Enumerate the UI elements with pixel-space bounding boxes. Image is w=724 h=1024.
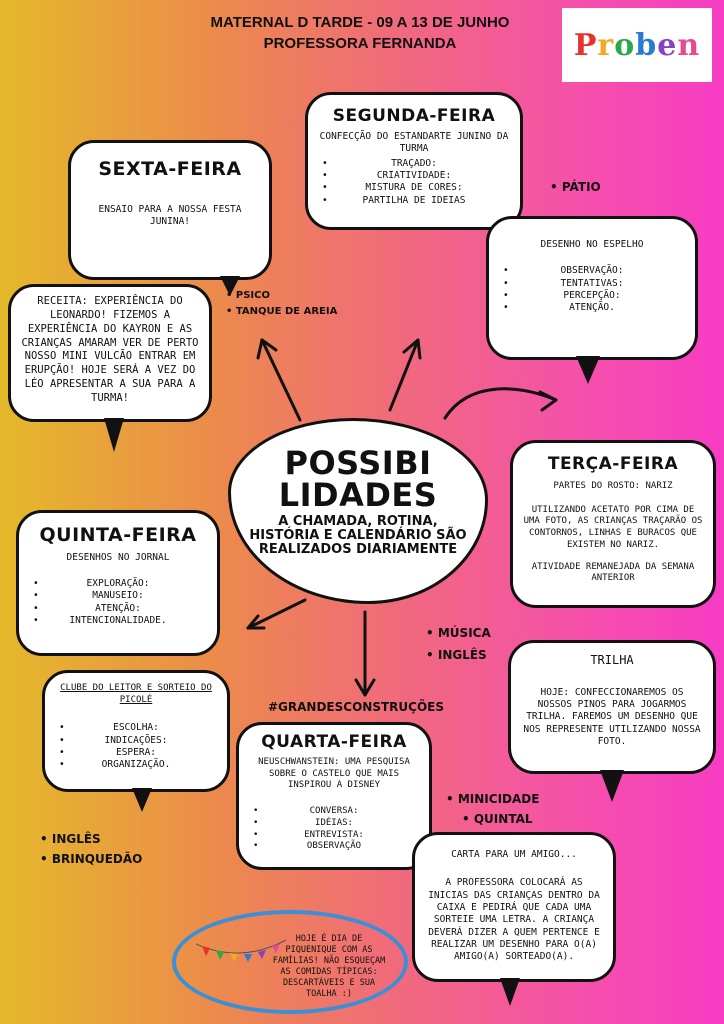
receita-tail	[104, 418, 124, 452]
espelho-tail	[576, 356, 600, 384]
list-item: • CONVERSA:	[249, 806, 419, 818]
list-item: • MANUSEIO:	[29, 590, 207, 602]
arrow-to-sexta	[262, 340, 300, 420]
header-line1: MATERNAL D TARDE - 09 A 13 DE JUNHO	[210, 14, 510, 31]
receita-text: RECEITA: EXPERIÊNCIA DO LEONARDO! FIZEMOS A EXPERIÊNCIA DO KAYRON E AS CRIANÇAS AMARAM VER DE PERTO NOSSO MINI VULCÃO ENTRAR EM ERUPÇÃO! HOJE SERÁ A VEZ DO LÉO APRESENTAR A SUA PARA A TURMA!	[21, 295, 199, 405]
list-item: • TENTATIVAS:	[499, 278, 685, 290]
receita-bubble	[8, 284, 212, 422]
espelho-bubble	[486, 216, 698, 360]
logo-letter: e	[657, 27, 678, 63]
piquenique-ellipse	[172, 910, 408, 1014]
center-title-2: LIDADES	[278, 476, 438, 514]
carta-title: CARTA PARA UM AMIGO...	[451, 849, 577, 860]
tag-ingles-1: • INGLÊS	[426, 648, 487, 662]
list-item: • ESCOLHA:	[55, 722, 217, 734]
segunda-title: SEGUNDA-FEIRA	[332, 106, 496, 126]
header-line2: PROFESSORA FERNANDA	[263, 35, 457, 52]
clube-title: CLUBE DO LEITOR E SORTEIO DO PICOLÉ	[60, 683, 212, 705]
list-item: • ATENÇÃO:	[29, 603, 207, 615]
sexta-text: ENSAIO PARA A NOSSA FESTA JUNINA!	[98, 203, 242, 228]
tag-patio: • PÁTIO	[550, 180, 601, 194]
tag-musica: • MÚSICA	[426, 626, 491, 640]
terca-text: UTILIZANDO ACETATO POR CIMA DE UMA FOTO, AS CRIANÇAS TRAÇARÃO OS CONTORNOS, LINHAS E BURACOS QUE EXISTEM NO NARIZ.	[523, 504, 703, 550]
clube-tail	[132, 788, 152, 812]
list-item: • ATENÇÃO.	[499, 302, 685, 314]
list-item: • CRIATIVIDADE:	[318, 170, 510, 182]
carta-tail	[500, 978, 520, 1006]
carta-bubble	[412, 832, 616, 982]
logo-letter: n	[677, 27, 701, 63]
logo-letter: o	[614, 27, 636, 63]
terca-bubble	[510, 440, 716, 608]
espelho-intro: DESENHO NO ESPELHO	[540, 239, 644, 250]
logo-letter: P	[573, 27, 598, 63]
trilha-tail	[600, 770, 624, 802]
tag-brinquedao: • BRINQUEDÃO	[40, 852, 142, 866]
trilha-bubble	[508, 640, 716, 774]
tag-ingles-2: • INGLÊS	[40, 832, 101, 846]
list-item: • EXPLORAÇÃO:	[29, 578, 207, 590]
logo-letter: b	[635, 27, 658, 63]
tag-quintal: • QUINTAL	[462, 812, 533, 826]
tag-minicidade: • MINICIDADE	[446, 792, 539, 806]
quarta-intro: NEUSCHWANSTEIN: UMA PESQUISA SOBRE O CASTELO QUE MAIS INSPIROU A DISNEY	[258, 757, 410, 791]
logo-letter: r	[597, 27, 615, 63]
list-item: • ESPERA:	[55, 747, 217, 759]
carta-text: A PROFESSORA COLOCARÁ AS INICIAS DAS CRIANÇAS DENTRO DA CAIXA E PEDIRÁ QUE CADA UMA SORTEIE UMA LETRA. A CRIANÇA DEVERÁ DIZER A QUEM PERTENCE E REALIZAR UM DESENHO PARA O(A) AMIGO(A) SORTEADO(A).	[428, 877, 600, 963]
trilha-text: HOJE: CONFECCIONAREMOS OS NOSSOS PINOS PARA JOGARMOS TRILHA. FAREMOS UM DESENHO QUE NOS REPRESENTE UTILIZANDO NOSSA FOTO.	[523, 686, 701, 747]
quarta-hashtag: #GRANDESCONSTRUÇÕES	[268, 700, 444, 714]
sexta-title: SEXTA-FEIRA	[98, 158, 242, 180]
list-item: • INDICAÇÕES:	[55, 735, 217, 747]
list-item: • ENTREVISTA:	[249, 830, 419, 842]
center-subtitle: A CHAMADA, ROTINA, HISTÓRIA E CALENDÁRIO SÃO REALIZADOS DIARIAMENTE	[249, 513, 467, 558]
center-title-1: POSSIBI	[284, 444, 432, 482]
list-item: • OBSERVAÇÃO:	[499, 265, 685, 277]
quinta-bubble	[16, 510, 220, 656]
terca-note: ATIVIDADE REMANEJADA DA SEMANA ANTERIOR	[531, 561, 695, 584]
list-item: • MISTURA DE CORES:	[318, 182, 510, 194]
terca-title: TERÇA-FEIRA	[547, 454, 679, 474]
clube-bubble	[42, 670, 230, 792]
quinta-title: QUINTA-FEIRA	[39, 524, 197, 546]
quarta-title: QUARTA-FEIRA	[261, 732, 407, 752]
arrow-to-quinta	[248, 600, 305, 628]
sexta-bubble	[68, 140, 272, 280]
quinta-intro: DESENHOS NO JORNAL	[66, 551, 170, 563]
list-item: • PARTILHA DE IDEIAS	[318, 195, 510, 207]
list-item: • INTENCIONALIDADE.	[29, 615, 207, 627]
tag-tanque: • TANQUE DE AREIA	[226, 306, 337, 317]
tag-psico: • PSICO	[226, 290, 270, 301]
list-item: • ORGANIZAÇÃO.	[55, 759, 217, 771]
list-item: • IDÉIAS:	[249, 818, 419, 830]
list-item: • OBSERVAÇÃO	[249, 841, 419, 853]
list-item: • TRAÇADO:	[318, 158, 510, 170]
segunda-bubble	[305, 92, 523, 230]
quarta-bubble	[236, 722, 432, 870]
trilha-title: TRILHA	[590, 653, 634, 667]
piquenique-text: HOJE É DIA DE PIQUENIQUE COM AS FAMÍLIAS! NÃO ESQUEÇAM AS COMIDAS TÍPICAS: DESCARTÁVEIS E SUA TOALHA :)	[272, 934, 386, 1000]
list-item: • PERCEPÇÃO:	[499, 290, 685, 302]
segunda-intro: CONFECÇÃO DO ESTANDARTE JUNINO DA TURMA	[319, 131, 509, 155]
terca-sub: PARTES DO ROSTO: NARIZ	[553, 481, 673, 492]
